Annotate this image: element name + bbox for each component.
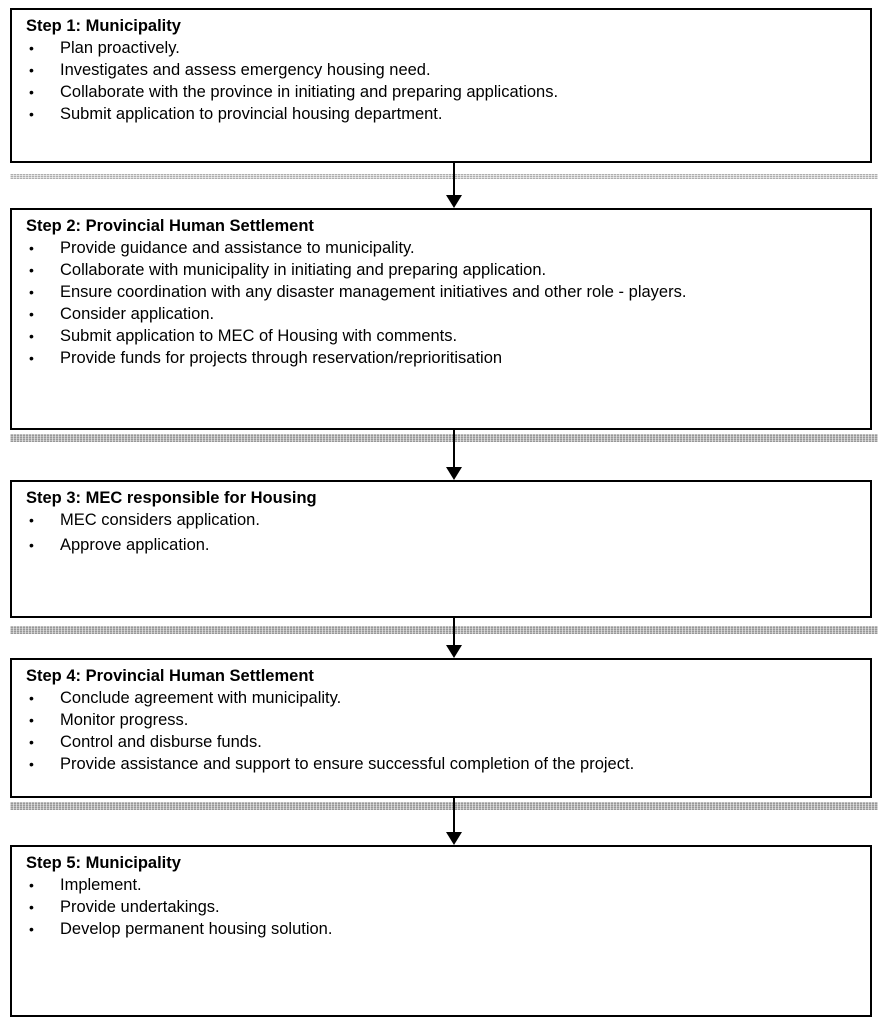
step-4-item-text: Control and disburse funds. <box>60 733 262 751</box>
arrow-shaft <box>453 430 455 469</box>
step-1-item <box>26 37 860 59</box>
step-1-item <box>26 81 860 103</box>
arrow-1-to-2 <box>446 163 462 208</box>
step-2-item <box>26 325 860 347</box>
step-4-shadow <box>10 802 878 810</box>
step-4-item <box>26 709 860 731</box>
bullet-icon: • <box>29 328 34 344</box>
step-4-item-text: Monitor progress. <box>60 711 189 729</box>
step-1-list <box>26 37 860 125</box>
step-4-item <box>26 753 860 775</box>
step-3-item-text: MEC considers application. <box>60 511 260 529</box>
step-4-item-text: Conclude agreement with municipality. <box>60 689 342 707</box>
step-2-item-text: Consider application. <box>60 305 215 323</box>
step-5-item <box>26 918 860 940</box>
arrow-shaft <box>453 618 455 647</box>
bullet-icon: • <box>29 106 34 122</box>
step-5-item-text: Implement. <box>60 876 142 894</box>
step-4-title: Step 4: Provincial Human Settlement <box>26 667 314 685</box>
bullet-icon: • <box>29 899 34 915</box>
step-5-item <box>26 874 860 896</box>
arrow-3-to-4 <box>446 618 462 658</box>
bullet-icon: • <box>29 284 34 300</box>
step-5-box <box>10 845 872 1017</box>
step-2-item <box>26 237 860 259</box>
bullet-icon: • <box>29 537 34 553</box>
bullet-icon: • <box>29 306 34 322</box>
step-3-shadow <box>10 626 878 634</box>
step-2-item <box>26 347 860 369</box>
step-2-item-text: Provide guidance and assistance to municipality. <box>60 239 415 257</box>
step-3-item-text: Approve application. <box>60 536 210 554</box>
step-4-list <box>26 687 860 775</box>
step-3-item <box>26 509 860 531</box>
bullet-icon: • <box>29 240 34 256</box>
step-5-title: Step 5: Municipality <box>26 854 181 872</box>
step-1-box <box>10 8 872 163</box>
bullet-icon: • <box>29 512 34 528</box>
bullet-icon: • <box>29 62 34 78</box>
step-2-item-text: Submit application to MEC of Housing with comments. <box>60 327 458 345</box>
step-2-box <box>10 208 872 430</box>
arrow-down-icon <box>446 467 462 480</box>
arrow-down-icon <box>446 832 462 845</box>
step-4-item-text: Provide assistance and support to ensure successful completion of the project. <box>60 755 635 773</box>
arrow-shaft <box>453 163 455 197</box>
step-2-title: Step 2: Provincial Human Settlement <box>26 217 314 235</box>
bullet-icon: • <box>29 40 34 56</box>
step-5-list <box>26 874 860 940</box>
step-2-item-text: Ensure coordination with any disaster management initiatives and other role - players. <box>60 283 687 301</box>
arrow-down-icon <box>446 195 462 208</box>
step-1-item-text: Collaborate with the province in initiating and preparing applications. <box>60 83 559 101</box>
bullet-icon: • <box>29 690 34 706</box>
bullet-icon: • <box>29 84 34 100</box>
step-1-shadow <box>10 174 878 179</box>
step-4-item <box>26 731 860 753</box>
step-1-item-text: Investigates and assess emergency housing need. <box>60 61 431 79</box>
arrow-4-to-5 <box>446 798 462 845</box>
step-2-item-text: Provide funds for projects through reservation/reprioritisation <box>60 349 503 367</box>
bullet-icon: • <box>29 262 34 278</box>
step-1-item-text: Submit application to provincial housing department. <box>60 105 443 123</box>
step-1-title: Step 1: Municipality <box>26 17 181 35</box>
arrow-2-to-3 <box>446 430 462 480</box>
bullet-icon: • <box>29 921 34 937</box>
step-2-item <box>26 281 860 303</box>
step-5-item-text: Provide undertakings. <box>60 898 220 916</box>
step-5-item-text: Develop permanent housing solution. <box>60 920 333 938</box>
bullet-icon: • <box>29 734 34 750</box>
step-3-item <box>26 534 860 556</box>
step-2-shadow <box>10 434 878 442</box>
step-1-item-text: Plan proactively. <box>60 39 180 57</box>
step-2-item-text: Collaborate with municipality in initiating and preparing application. <box>60 261 547 279</box>
step-3-title: Step 3: MEC responsible for Housing <box>26 489 317 507</box>
step-4-item <box>26 687 860 709</box>
arrow-down-icon <box>446 645 462 658</box>
bullet-icon: • <box>29 877 34 893</box>
bullet-icon: • <box>29 350 34 366</box>
step-3-box <box>10 480 872 618</box>
arrow-shaft <box>453 798 455 834</box>
step-3-list <box>26 509 860 556</box>
step-1-item <box>26 103 860 125</box>
bullet-icon: • <box>29 756 34 772</box>
step-5-item <box>26 896 860 918</box>
bullet-icon: • <box>29 712 34 728</box>
step-2-list <box>26 237 860 369</box>
step-4-box <box>10 658 872 798</box>
step-2-item <box>26 259 860 281</box>
step-2-item <box>26 303 860 325</box>
step-1-item <box>26 59 860 81</box>
